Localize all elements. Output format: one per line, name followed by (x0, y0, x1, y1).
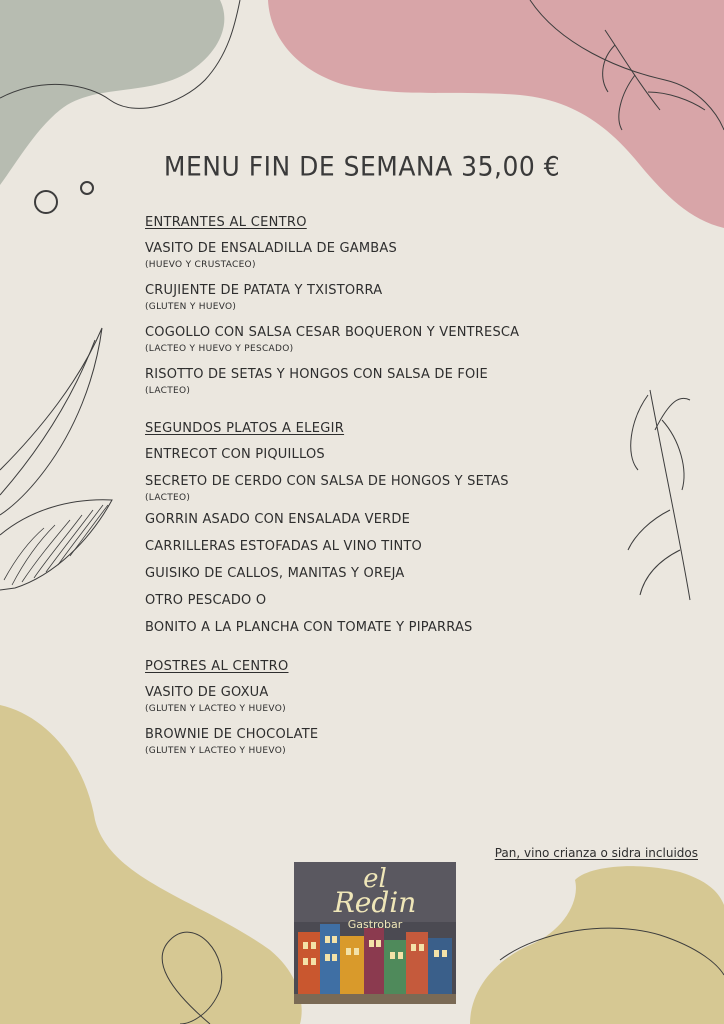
logo-line-3: Gastrobar (347, 918, 403, 931)
allergen-note: (LACTEO) (145, 493, 191, 503)
menu-item (145, 565, 665, 582)
menu-item (145, 446, 665, 463)
small-circle-2 (81, 182, 93, 194)
allergen-note: (GLUTEN Y HUEVO) (145, 302, 237, 312)
menu-item (145, 282, 665, 314)
item-name: VASITO DE ENSALADILLA DE GAMBAS (145, 241, 397, 256)
menu-item (145, 726, 665, 758)
included-note: Pan, vino crianza o sidra incluidos (494, 846, 698, 860)
menu-title: MENU FIN DE SEMANA 35,00 € (163, 151, 561, 182)
item-name: OTRO PESCADO O (145, 593, 267, 608)
menu-item (145, 684, 665, 716)
section-segundos (145, 420, 665, 636)
item-name: COGOLLO CON SALSA CESAR BOQUERON Y VENTRESCA (145, 325, 520, 340)
item-name: GUISIKO DE CALLOS, MANITAS Y OREJA (145, 566, 405, 581)
allergen-note: (HUEVO Y CRUSTACEO) (145, 260, 256, 270)
leaf-left-outline (0, 328, 102, 515)
item-name: CRUJIENTE DE PATATA Y TXISTORRA (145, 283, 383, 298)
item-name: ENTRECOT CON PIQUILLOS (145, 447, 325, 462)
logo-line-2: Redin (333, 886, 417, 919)
menu-item (145, 324, 665, 356)
rose-blob (268, 0, 724, 228)
item-name: BROWNIE DE CHOCOLATE (145, 727, 319, 742)
menu-body (145, 214, 665, 768)
menu-item (145, 366, 665, 398)
item-name: RISOTTO DE SETAS Y HONGOS CON SALSA DE FOIE (145, 367, 488, 382)
section-title: ENTRANTES AL CENTRO (145, 215, 307, 230)
leaf-stripes (4, 505, 108, 585)
section-entrantes (145, 214, 665, 398)
menu-item (145, 240, 665, 272)
menu-item (145, 511, 665, 528)
menu-item (145, 592, 665, 609)
item-name: VASITO DE GOXUA (145, 685, 269, 700)
section-title: POSTRES AL CENTRO (145, 659, 289, 674)
allergen-note: (GLUTEN Y LACTEO Y HUEVO) (145, 746, 286, 756)
menu-item (145, 619, 665, 636)
menu-item (145, 538, 665, 555)
logo-line-1: el (363, 864, 387, 894)
allergen-note: (GLUTEN Y LACTEO Y HUEVO) (145, 704, 286, 714)
section-title: SEGUNDOS PLATOS A ELEGIR (145, 421, 345, 436)
branch-right-leaf-2 (662, 420, 684, 490)
allergen-note: (LACTEO) (145, 386, 191, 396)
item-name: GORRIN ASADO CON ENSALADA VERDE (145, 512, 411, 527)
item-name: SECRETO DE CERDO CON SALSA DE HONGOS Y SETAS (145, 474, 509, 489)
item-name: BONITO A LA PLANCHA CON TOMATE Y PIPARRAS (145, 620, 473, 635)
menu-item (145, 473, 665, 505)
section-postres (145, 658, 665, 758)
allergen-note: (LACTEO Y HUEVO Y PESCADO) (145, 344, 294, 354)
small-circle-1 (35, 191, 57, 213)
item-name: CARRILLERAS ESTOFADAS AL VINO TINTO (145, 539, 422, 554)
restaurant-logo (294, 862, 456, 1004)
